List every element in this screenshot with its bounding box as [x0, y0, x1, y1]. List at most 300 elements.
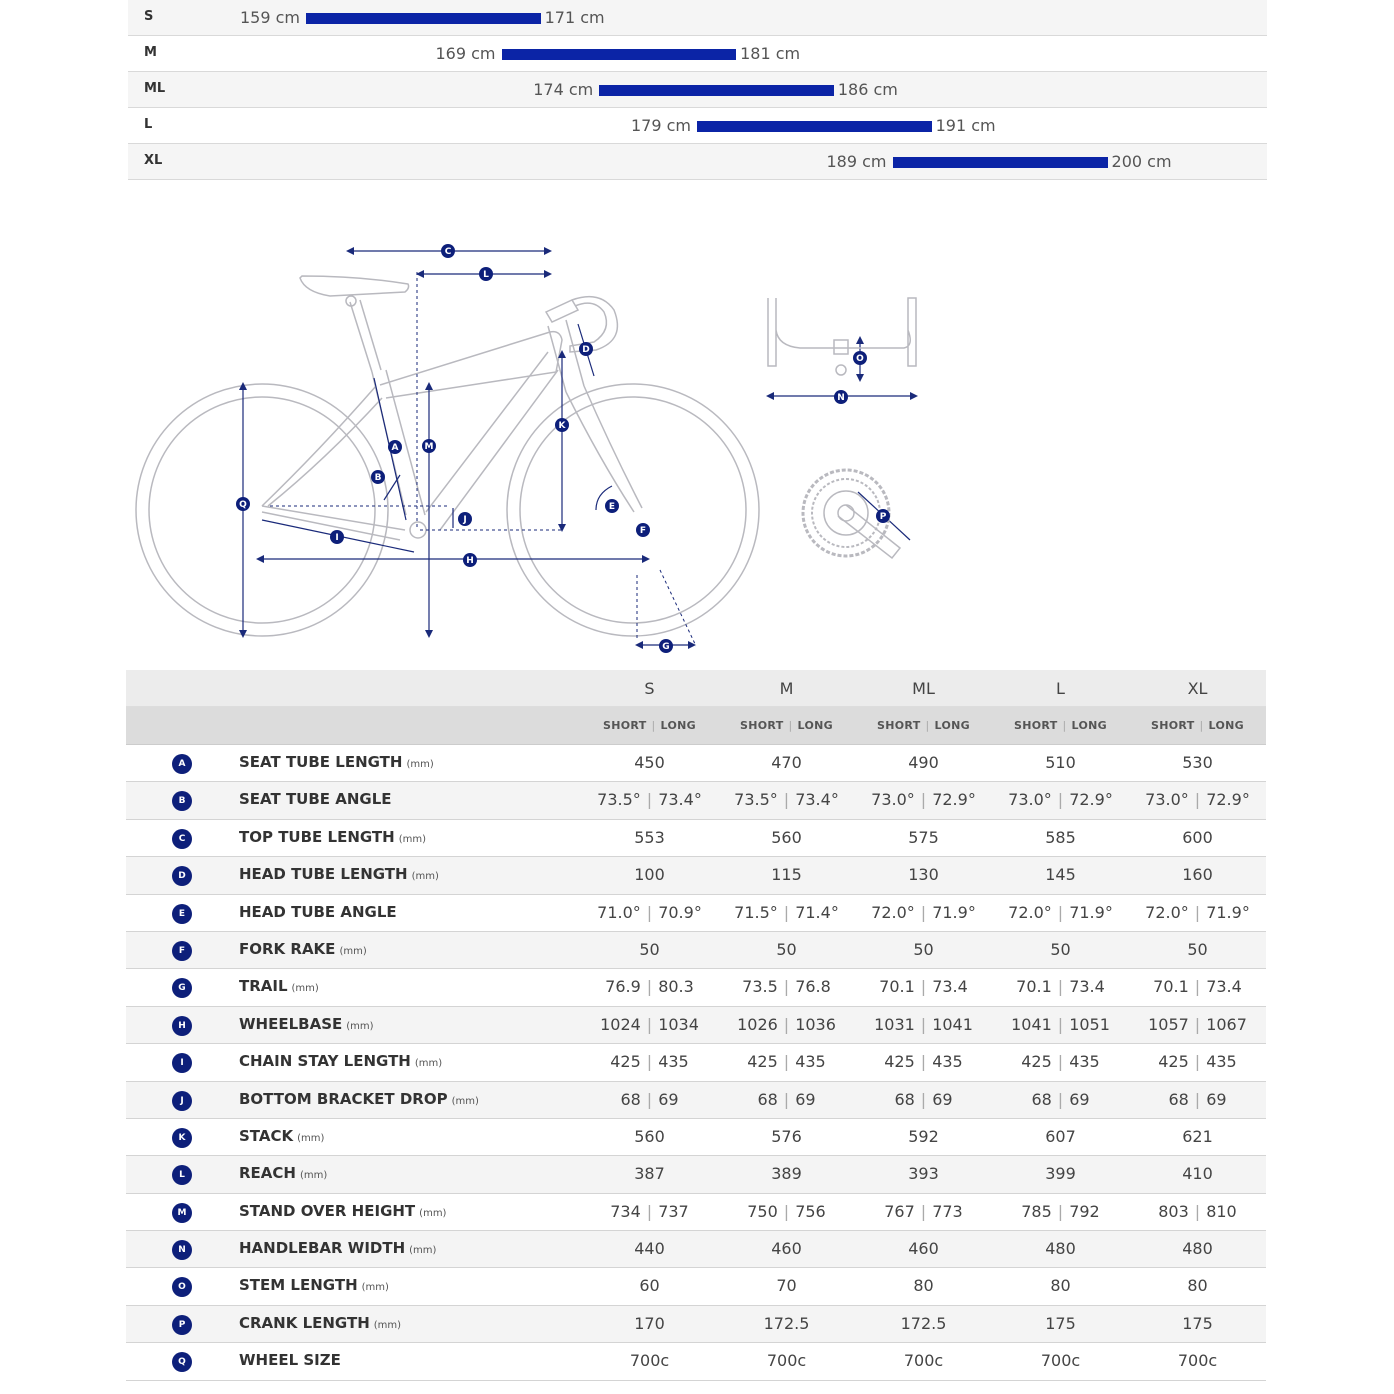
- table-row: [126, 857, 1266, 894]
- value: 389: [771, 1164, 802, 1184]
- value: 70: [776, 1276, 797, 1296]
- table-row: [126, 1119, 1266, 1156]
- top-tube: [380, 332, 562, 398]
- value: 460: [771, 1239, 802, 1259]
- measure-name: [239, 753, 434, 771]
- arrow-heads: [239, 247, 918, 649]
- table-cell: [581, 1351, 718, 1370]
- size-column-header: ML: [912, 679, 935, 698]
- diagram-badge-text-l: L: [483, 270, 489, 281]
- short-value: 73.5°: [597, 790, 641, 810]
- table-cell: [581, 1202, 718, 1221]
- range-size-label: ML: [144, 81, 166, 96]
- measure-name: [239, 1351, 341, 1369]
- measure-name: [239, 1202, 446, 1220]
- measure-name-text: FORK RAKE: [239, 939, 336, 958]
- value: 175: [1182, 1313, 1213, 1333]
- measure-name-text: REACH: [239, 1164, 296, 1183]
- long-value: 1034: [658, 1014, 699, 1034]
- long-value: 69: [1069, 1089, 1090, 1109]
- value-separator: |: [1194, 1014, 1201, 1034]
- diagram-badges: [236, 244, 890, 653]
- diagram-badge-text-k: K: [558, 421, 566, 432]
- range-size-label: XL: [144, 153, 163, 168]
- rear-wheel-outer: [136, 384, 388, 636]
- measure-name: [239, 977, 319, 995]
- measure-name-text: STAND OVER HEIGHT: [239, 1201, 416, 1220]
- table-cell: [581, 1015, 718, 1034]
- header-separator: |: [1199, 719, 1204, 732]
- long-value: 72.9°: [1069, 790, 1113, 810]
- table-cell: [581, 1052, 718, 1071]
- long-value: 72.9°: [932, 790, 976, 810]
- range-min-label: 159 cm: [239, 8, 300, 27]
- value: 50: [776, 939, 797, 959]
- value: 130: [908, 865, 939, 885]
- value-separator: |: [1194, 977, 1201, 997]
- table-row: [126, 745, 1266, 782]
- measure-badge: I: [172, 1053, 192, 1073]
- short-value: 72.0°: [1008, 902, 1052, 922]
- measure-unit: (mm): [361, 1282, 389, 1294]
- table-cell: [718, 1202, 855, 1221]
- measure-name: [239, 1164, 327, 1182]
- value: 600: [1182, 827, 1213, 847]
- measure-name: [239, 790, 392, 808]
- measure-name: [239, 1314, 401, 1332]
- measure-badge: F: [172, 941, 192, 961]
- table-cell: [1129, 903, 1266, 922]
- table-row: [126, 1082, 1266, 1119]
- table-cell: [718, 1239, 855, 1258]
- table-cell: [581, 1127, 718, 1146]
- long-value: 73.4°: [658, 790, 702, 810]
- short-value: 73.5°: [734, 790, 778, 810]
- long-value: 71.4°: [795, 902, 839, 922]
- measure-badge: K: [172, 1128, 192, 1148]
- geometry-diagram: [0, 0, 1394, 670]
- long-value: 435: [932, 1052, 963, 1072]
- value: 50: [1050, 939, 1071, 959]
- table-cell: [855, 1127, 992, 1146]
- table-cell: [992, 1276, 1129, 1295]
- table-cell: [1129, 790, 1266, 809]
- table-row: [126, 932, 1266, 969]
- value-separator: |: [1057, 902, 1064, 922]
- measurement-lines: [243, 251, 916, 645]
- measure-name: [239, 865, 439, 883]
- measure-name: [239, 940, 367, 958]
- table-cell: [581, 903, 718, 922]
- value: 700c: [1177, 1351, 1218, 1371]
- table-cell: [992, 940, 1129, 959]
- long-value: 73.4: [932, 977, 968, 997]
- value: 172.5: [763, 1313, 810, 1333]
- table-cell: [855, 1351, 992, 1370]
- value: 560: [634, 1126, 665, 1146]
- measure-badge: N: [172, 1240, 192, 1260]
- long-value: 773: [932, 1201, 963, 1221]
- measure-badge: M: [172, 1203, 192, 1223]
- value-separator: |: [646, 977, 653, 997]
- diagram-badge-text-a: A: [391, 443, 399, 454]
- value: 410: [1182, 1164, 1213, 1184]
- short-value: 1024: [600, 1014, 641, 1034]
- table-cell: [718, 940, 855, 959]
- table-size-header: [126, 670, 1266, 707]
- long-value: 70.9°: [658, 902, 702, 922]
- value-separator: |: [920, 1201, 927, 1221]
- measure-unit: (mm): [398, 833, 427, 845]
- table-cell: [855, 1202, 992, 1221]
- value: 387: [634, 1164, 665, 1184]
- table-cell: [855, 1015, 992, 1034]
- short-long-header: [581, 719, 718, 732]
- value-separator: |: [783, 1052, 790, 1072]
- long-value: 792: [1069, 1201, 1100, 1221]
- measure-badge: H: [172, 1016, 192, 1036]
- table-cell: [718, 1164, 855, 1183]
- measure-name-text: HANDLEBAR WIDTH: [239, 1239, 406, 1258]
- header-separator: |: [788, 719, 793, 732]
- value-separator: |: [920, 977, 927, 997]
- table-cell: [992, 1314, 1129, 1333]
- table-cell: [718, 977, 855, 996]
- measure-name-text: STACK: [239, 1126, 294, 1145]
- measure-badge: G: [172, 978, 192, 998]
- table-cell: [992, 828, 1129, 847]
- header-separator: |: [925, 719, 930, 732]
- long-label: LONG: [1071, 719, 1107, 732]
- table-cell: [581, 1314, 718, 1333]
- value: 575: [908, 827, 939, 847]
- value: 607: [1045, 1126, 1076, 1146]
- table-cell: [1129, 1164, 1266, 1183]
- table-cell: [855, 828, 992, 847]
- table-cell: [855, 1164, 992, 1183]
- long-value: 73.4°: [795, 790, 839, 810]
- long-value: 1036: [795, 1014, 836, 1034]
- range-max-label: 186 cm: [837, 80, 898, 99]
- short-value: 767: [884, 1201, 915, 1221]
- diagram-badge-text-o: O: [856, 354, 864, 365]
- measure-name: [239, 903, 397, 921]
- measure-unit: (mm): [406, 759, 434, 770]
- table-cell: [992, 1052, 1129, 1071]
- value-separator: |: [920, 1089, 927, 1109]
- value: 480: [1045, 1239, 1076, 1259]
- table-cell: [718, 1276, 855, 1295]
- short-value: 425: [747, 1052, 778, 1072]
- table-row: [126, 895, 1266, 932]
- short-value: 73.5: [742, 977, 778, 997]
- table-body: [126, 745, 1266, 1381]
- table-cell: [718, 828, 855, 847]
- value-separator: |: [920, 790, 927, 810]
- measure-name: [239, 1127, 324, 1145]
- range-min-label: 169 cm: [435, 44, 496, 63]
- drop-bar: [570, 297, 617, 352]
- table-cell: [718, 865, 855, 884]
- range-size-label: L: [144, 117, 153, 132]
- value-separator: |: [1194, 1052, 1201, 1072]
- measure-name-text: STEM LENGTH: [239, 1276, 358, 1295]
- measure-unit: (mm): [299, 1170, 328, 1182]
- measure-unit: (mm): [297, 1132, 325, 1144]
- value: 80: [913, 1276, 934, 1296]
- measure-name-text: HEAD TUBE LENGTH: [239, 865, 408, 884]
- value: 450: [634, 753, 665, 772]
- value-separator: |: [646, 1014, 653, 1034]
- range-max-label: 191 cm: [935, 116, 996, 135]
- handlebar-top-view: [768, 298, 916, 375]
- value: 490: [908, 753, 939, 772]
- measure-badge: A: [172, 754, 192, 774]
- value: 460: [908, 1239, 939, 1259]
- value: 170: [634, 1313, 665, 1333]
- value-separator: |: [1057, 977, 1064, 997]
- value-separator: |: [646, 1089, 653, 1109]
- long-label: LONG: [797, 719, 833, 732]
- value: 576: [771, 1126, 802, 1146]
- short-label: SHORT: [1151, 719, 1195, 732]
- measure-name-text: TRAIL: [239, 977, 288, 996]
- value: 585: [1045, 827, 1076, 847]
- table-cell: [718, 1090, 855, 1109]
- value: 115: [771, 865, 802, 885]
- value-separator: |: [646, 790, 653, 810]
- value: 530: [1182, 753, 1213, 772]
- long-value: 72.9°: [1206, 790, 1250, 810]
- table-cell: [718, 1314, 855, 1333]
- value-separator: |: [1194, 1201, 1201, 1221]
- range-min-label: 174 cm: [533, 80, 594, 99]
- long-label: LONG: [1208, 719, 1244, 732]
- table-cell: [855, 940, 992, 959]
- measure-name: [239, 1090, 479, 1108]
- value: 592: [908, 1126, 939, 1146]
- table-cell: [581, 940, 718, 959]
- long-value: 76.8: [795, 977, 831, 997]
- table-cell: [992, 1164, 1129, 1183]
- table-cell: [718, 1015, 855, 1034]
- table-cell: [992, 865, 1129, 884]
- measure-name-text: SEAT TUBE ANGLE: [239, 790, 392, 809]
- value-separator: |: [1194, 902, 1201, 922]
- measure-name-text: BOTTOM BRACKET DROP: [239, 1089, 448, 1108]
- short-value: 71.0°: [597, 902, 641, 922]
- short-value: 68: [620, 1089, 641, 1109]
- measure-unit: (mm): [373, 1319, 402, 1331]
- short-value: 68: [894, 1089, 915, 1109]
- measure-name: [239, 1276, 389, 1294]
- table-cell: [1129, 1127, 1266, 1146]
- long-value: 80.3: [658, 977, 694, 997]
- seatpost: [350, 300, 381, 372]
- value-separator: |: [783, 1201, 790, 1221]
- short-long-header: [855, 719, 992, 732]
- diagram-badge-text-p: P: [879, 512, 887, 523]
- table-cell: [1129, 1090, 1266, 1109]
- diagram-badge-text-n: N: [837, 393, 845, 404]
- measure-badge: O: [172, 1277, 192, 1297]
- diagram-badge-text-d: D: [582, 345, 590, 356]
- measure-badge: J: [172, 1091, 192, 1111]
- header-separator: |: [1062, 719, 1067, 732]
- measure-name: [239, 1052, 442, 1070]
- table-cell: [581, 1239, 718, 1258]
- short-value: 425: [1158, 1052, 1189, 1072]
- seat-stay: [262, 386, 382, 506]
- measure-unit: (mm): [291, 983, 319, 995]
- value: 621: [1182, 1126, 1213, 1146]
- table-cell: [1129, 865, 1266, 884]
- short-value: 1026: [737, 1014, 778, 1034]
- measure-badge: Q: [172, 1352, 192, 1372]
- table-cell: [1129, 977, 1266, 996]
- value: 553: [634, 827, 665, 847]
- table-cell: [718, 1127, 855, 1146]
- short-long-header: [1129, 719, 1266, 732]
- fork: [566, 386, 642, 512]
- value: 440: [634, 1239, 665, 1259]
- geometry-table: [126, 670, 1266, 1381]
- range-max-label: 171 cm: [544, 8, 605, 27]
- header-separator: |: [651, 719, 656, 732]
- table-cell: [581, 1276, 718, 1295]
- table-cell: [718, 1351, 855, 1370]
- diagram-badge-text-f: F: [639, 526, 647, 537]
- measure-badge: B: [172, 791, 192, 811]
- value: 470: [771, 753, 802, 772]
- short-long-header: [718, 719, 855, 732]
- diagram-badge-text-i: I: [335, 533, 339, 544]
- measure-unit: (mm): [411, 871, 439, 883]
- table-cell: [992, 1015, 1129, 1034]
- value-separator: |: [920, 902, 927, 922]
- table-cell: [581, 753, 718, 772]
- table-cell: [1129, 828, 1266, 847]
- table-row: [126, 969, 1266, 1006]
- short-value: 73.0°: [1008, 790, 1052, 810]
- range-size-label: M: [144, 45, 157, 60]
- diagram-badge-text-q: Q: [239, 500, 247, 511]
- measure-badge: L: [172, 1165, 192, 1185]
- value-separator: |: [646, 1201, 653, 1221]
- table-cell: [855, 1090, 992, 1109]
- diagram-badge-text-g: G: [662, 642, 670, 653]
- short-value: 70.1: [1016, 977, 1052, 997]
- table-cell: [855, 790, 992, 809]
- saddle: [300, 276, 409, 296]
- table-cell: [992, 790, 1129, 809]
- short-value: 70.1: [879, 977, 915, 997]
- measure-name-text: HEAD TUBE ANGLE: [239, 902, 397, 921]
- long-value: 737: [658, 1201, 689, 1221]
- long-value: 71.9°: [1069, 902, 1113, 922]
- value: 80: [1050, 1276, 1071, 1296]
- long-value: 435: [1069, 1052, 1100, 1072]
- measure-name: [239, 1015, 374, 1033]
- diagram-badge-text-b: B: [374, 473, 382, 484]
- value-separator: |: [1057, 790, 1064, 810]
- table-cell: [992, 1202, 1129, 1221]
- short-value: 68: [757, 1089, 778, 1109]
- dashed-references: [270, 272, 696, 646]
- table-row: [126, 1007, 1266, 1044]
- long-value: 69: [932, 1089, 953, 1109]
- table-cell: [581, 790, 718, 809]
- short-long-header: [992, 719, 1129, 732]
- long-value: 435: [658, 1052, 689, 1072]
- table-cell: [1129, 1052, 1266, 1071]
- value: 399: [1045, 1164, 1076, 1184]
- short-value: 73.0°: [1145, 790, 1189, 810]
- table-cell: [855, 753, 992, 772]
- short-value: 425: [884, 1052, 915, 1072]
- range-min-label: 179 cm: [630, 116, 691, 135]
- table-cell: [1129, 1314, 1266, 1333]
- measure-unit: (mm): [451, 1095, 479, 1107]
- value: 172.5: [900, 1313, 947, 1333]
- measure-name-text: CRANK LENGTH: [239, 1313, 370, 1332]
- table-cell: [992, 977, 1129, 996]
- table-cell: [992, 1090, 1129, 1109]
- short-value: 68: [1031, 1089, 1052, 1109]
- table-cell: [581, 977, 718, 996]
- table-cell: [855, 977, 992, 996]
- measure-unit: (mm): [419, 1207, 447, 1219]
- table-sub-header: [126, 707, 1266, 745]
- range-max-label: 181 cm: [740, 44, 801, 63]
- long-value: 810: [1206, 1201, 1237, 1221]
- table-row: [126, 1268, 1266, 1305]
- short-value: 1057: [1148, 1014, 1189, 1034]
- table-row: [126, 782, 1266, 819]
- bottom-bracket: [410, 522, 426, 538]
- short-value: 750: [747, 1201, 778, 1221]
- value: 393: [908, 1164, 939, 1184]
- value: 160: [1182, 865, 1213, 885]
- table-cell: [1129, 1202, 1266, 1221]
- table-cell: [855, 1239, 992, 1258]
- size-column-header: L: [1056, 679, 1065, 698]
- table-cell: [718, 753, 855, 772]
- value-separator: |: [783, 977, 790, 997]
- value: 60: [639, 1276, 660, 1296]
- measure-name: [239, 1239, 436, 1257]
- measure-badge: C: [172, 829, 192, 849]
- table-cell: [1129, 940, 1266, 959]
- measure-unit: (mm): [339, 945, 367, 957]
- value: 100: [634, 865, 665, 885]
- table-cell: [855, 865, 992, 884]
- head-tube: [548, 320, 584, 392]
- value: 50: [1187, 939, 1208, 959]
- diagram-badge-text-m: M: [424, 442, 434, 453]
- table-cell: [1129, 753, 1266, 772]
- value-separator: |: [1057, 1052, 1064, 1072]
- value-separator: |: [783, 1089, 790, 1109]
- value-separator: |: [783, 790, 790, 810]
- rear-wheel-inner: [149, 397, 375, 623]
- long-value: 73.4: [1206, 977, 1242, 997]
- value-separator: |: [783, 1014, 790, 1034]
- short-value: 73.0°: [871, 790, 915, 810]
- table-row: [126, 1156, 1266, 1193]
- measure-name-text: TOP TUBE LENGTH: [239, 827, 395, 846]
- value-separator: |: [1057, 1089, 1064, 1109]
